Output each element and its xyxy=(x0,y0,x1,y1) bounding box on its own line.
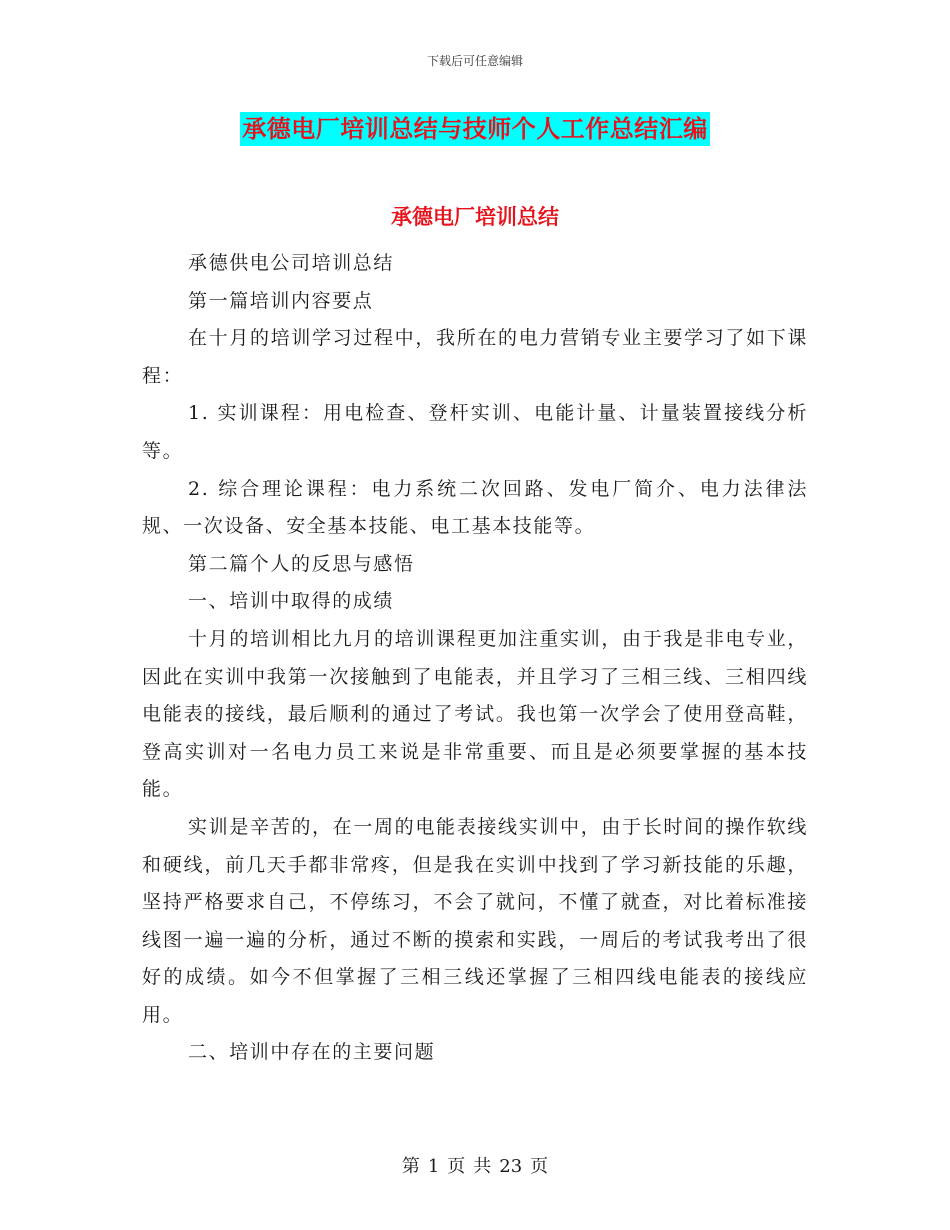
paragraph: 承德供电公司培训总结 xyxy=(188,252,395,274)
footer-page-number: 1 xyxy=(427,1156,440,1177)
footer-total-pages: 23 xyxy=(499,1156,523,1177)
paragraph: 2. 综合理论课程：电力系统二次回路、发电厂简介、电力法律法规、一次设备、安全基本技能、电工基本技能等。 xyxy=(142,477,808,538)
paragraph: 十月的培训相比九月的培训课程更加注重实训，由于我是非电专业，因此在实训中我第一次接触到了电能表，并且学习了三相三线、三相四线电能表的接线，最后顺利的通过了考试。我也第一次学会了使用登高鞋，登高实训对一名电力员工来说是非常重要、而且是必须要掌握的基本技能。 xyxy=(142,627,808,801)
paragraph: 一、培训中取得的成绩 xyxy=(188,590,395,613)
paragraph: 第二篇个人的反思与感悟 xyxy=(188,552,415,575)
footer-total-prefix: 共 xyxy=(473,1156,492,1177)
main-title: 承德电厂培训总结与技师个人工作总结汇编 xyxy=(240,112,710,146)
footer-total-unit: 页 xyxy=(530,1156,549,1177)
paragraph: 第一篇培训内容要点 xyxy=(188,289,374,312)
main-title-wrap xyxy=(0,112,950,146)
paragraph: 1. 实训课程：用电检查、登杆实训、电能计量、计量装置接线分析等。 xyxy=(142,402,808,462)
paragraph: 二、培训中存在的主要问题 xyxy=(188,1041,436,1064)
body-text xyxy=(142,245,808,1072)
section-title: 承德电厂培训总结 xyxy=(391,205,559,229)
footer-page-prefix: 第 xyxy=(401,1156,420,1177)
footer-page-unit: 页 xyxy=(447,1156,466,1177)
page-footer xyxy=(0,1152,950,1178)
paragraph: 实训是辛苦的，在一周的电能表接线实训中，由于长时间的操作软线和硬线，前几天手都非常疼，但是我在实训中找到了学习新技能的乐趣，坚持严格要求自己，不停练习，不会了就问，不懂了就查，对比着标准接线图一遍一遍的分析，通过不断的摸索和实践，一周后的考试我考出了很好的成绩。如今不但掌握了三相三线还掌握了三相四线电能表的接线应用。 xyxy=(142,815,808,1026)
header-note: 下载后可任意编辑 xyxy=(426,54,523,68)
paragraph: 在十月的培训学习过程中，我所在的电力营销专业主要学习了如下课程： xyxy=(142,327,808,387)
